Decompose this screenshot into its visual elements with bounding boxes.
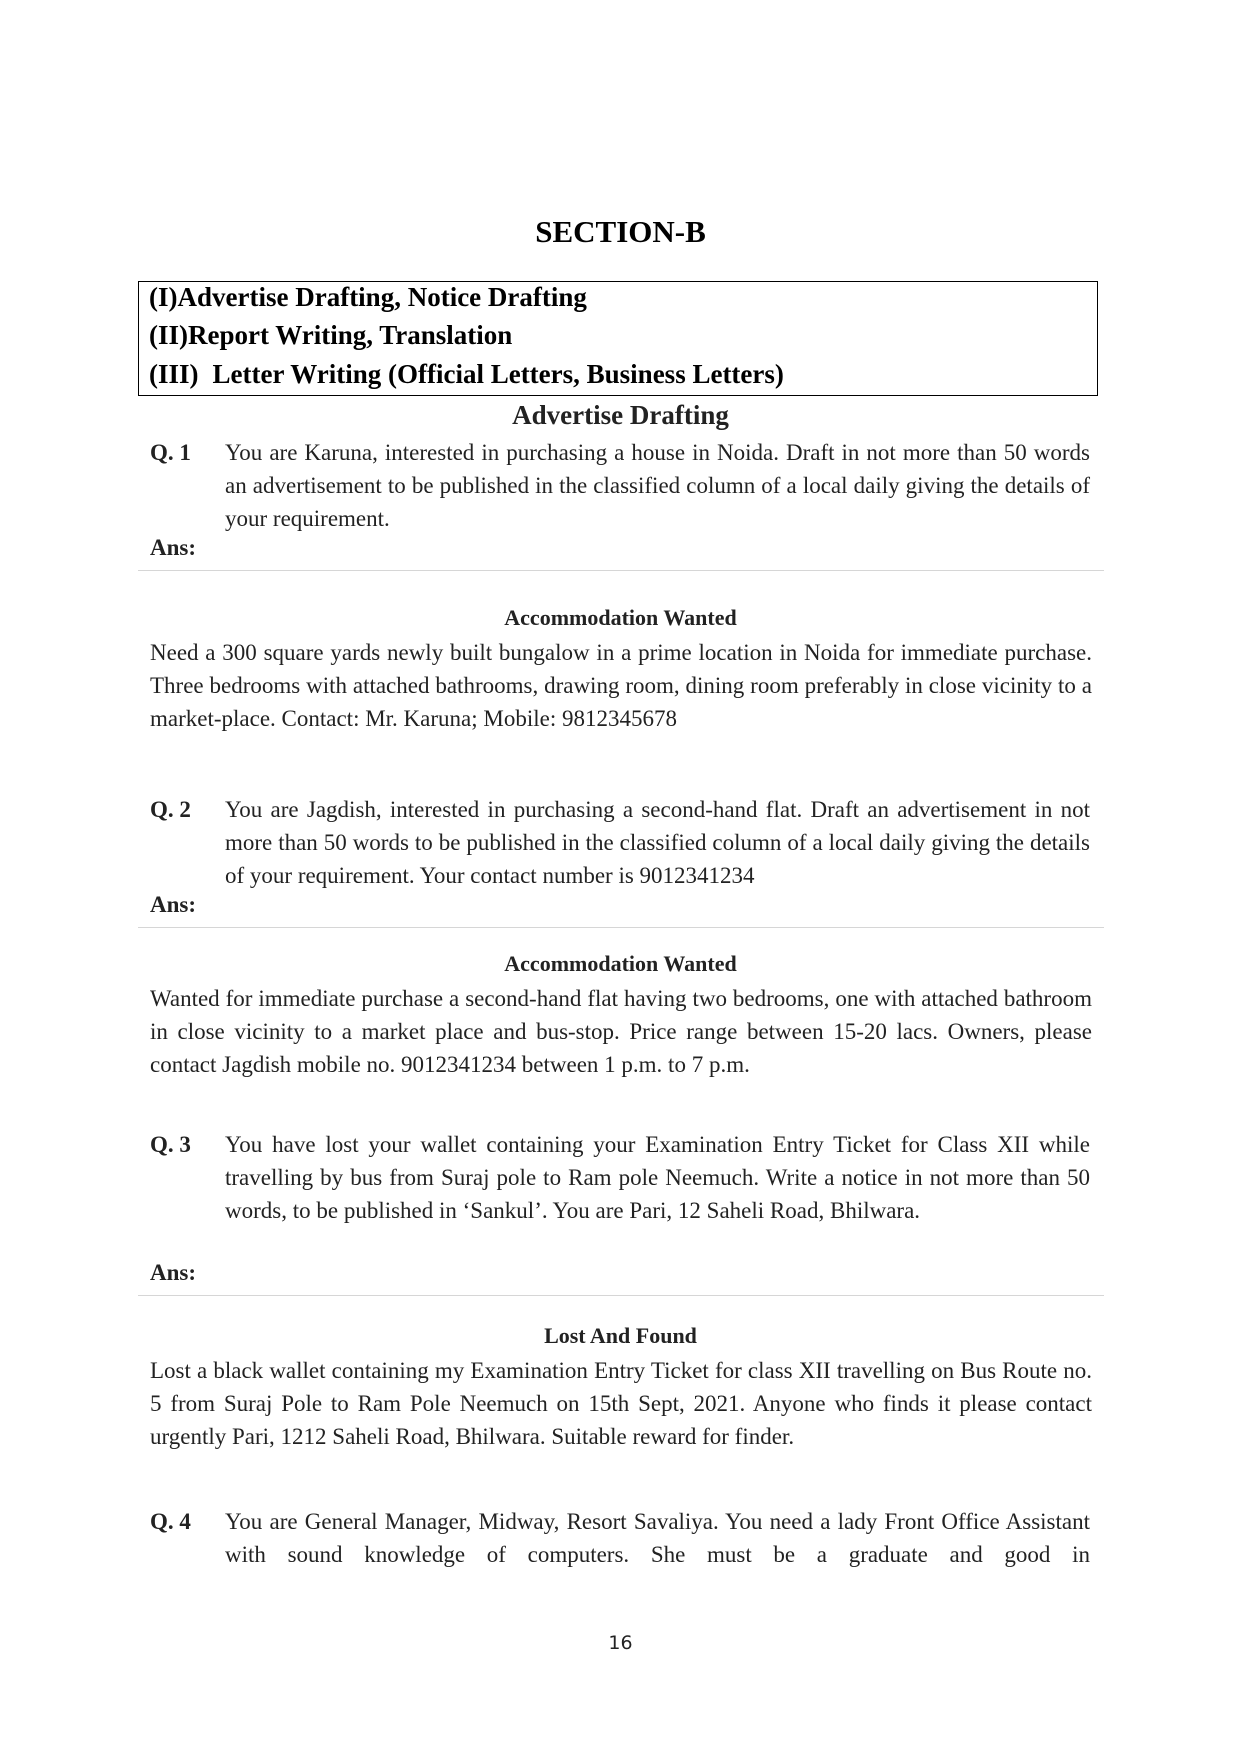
question-4: [150, 1505, 1090, 1571]
sub-heading: Advertise Drafting: [512, 400, 729, 430]
question-label: Q. 2: [150, 797, 191, 822]
answer-label: Ans:: [150, 1260, 197, 1285]
topic-number: (II): [149, 320, 188, 350]
topic-number: (I): [149, 282, 178, 312]
question-label: Q. 3: [150, 1132, 191, 1157]
divider: [138, 927, 1104, 928]
answer-title: Lost And Found: [544, 1323, 697, 1348]
question-1: [150, 436, 1090, 535]
page-number: 16: [608, 1632, 633, 1654]
answer-body: Wanted for immediate purchase a second-hand flat having two bedrooms, one with attached bathroom in close vicinity to a market place and bus-stop. Price range between 15-20 lacs. Owners, please contact Jagdish mobile no. 9012341234 between 1 p.m. to 7 p.m.: [150, 986, 1092, 1077]
topic-text: Letter Writing (Official Letters, Business Letters): [212, 359, 784, 389]
question-text: You have lost your wallet containing your Examination Entry Ticket for Class XII while travelling by bus from Suraj pole to Ram pole Neemuch. Write a notice in not more than 50 words, to be published in ‘Sankul’. You are Pari, 12 Saheli Road, Bhilwara.: [225, 1132, 1090, 1223]
answer-body: Lost a black wallet containing my Examination Entry Ticket for class XII travelling on Bus Route no. 5 from Suraj Pole to Ram Pole Neemuch on 15th Sept, 2021. Anyone who finds it please contact urgently Pari, 1212 Saheli Road, Bhilwara. Suitable reward for finder.: [150, 1358, 1092, 1449]
question-label: Q. 1: [150, 440, 191, 465]
question-text: You are General Manager, Midway, Resort Savaliya. You need a lady Front Office Assistant with sound knowledge of computers. She must be a graduate and good in: [225, 1509, 1090, 1567]
question-3: [150, 1128, 1090, 1227]
divider: [138, 570, 1104, 571]
answer-title: Accommodation Wanted: [504, 605, 737, 630]
topic-text: Report Writing, Translation: [188, 320, 513, 350]
topic-number: (III): [149, 359, 199, 389]
question-text: You are Jagdish, interested in purchasing a second-hand flat. Draft an advertisement in not more than 50 words to be published in the classified column of a local daily giving the details of your requirement. Your contact number is 9012341234: [225, 797, 1090, 888]
topic-item: [149, 282, 587, 313]
question-label: Q. 4: [150, 1509, 191, 1534]
divider: [138, 1295, 1104, 1296]
answer-title: Accommodation Wanted: [504, 951, 737, 976]
answer-label: Ans:: [150, 892, 197, 917]
answer-body: Need a 300 square yards newly built bungalow in a prime location in Noida for immediate purchase. Three bedrooms with attached bathrooms, drawing room, dining room preferably in close vicinity to a market-place. Contact: Mr. Karuna; Mobile: 9812345678: [150, 640, 1092, 731]
topic-item: [149, 359, 784, 390]
topic-text: Advertise Drafting, Notice Drafting: [177, 282, 587, 312]
answer-label: Ans:: [150, 535, 197, 560]
topics-box: [138, 281, 1098, 396]
question-text: You are Karuna, interested in purchasing a house in Noida. Draft in not more than 50 words an advertisement to be published in the classified column of a local daily giving the details of your requirement.: [225, 440, 1090, 531]
section-title: SECTION-B: [535, 214, 706, 249]
question-2: [150, 793, 1090, 892]
topic-item: [149, 320, 512, 351]
